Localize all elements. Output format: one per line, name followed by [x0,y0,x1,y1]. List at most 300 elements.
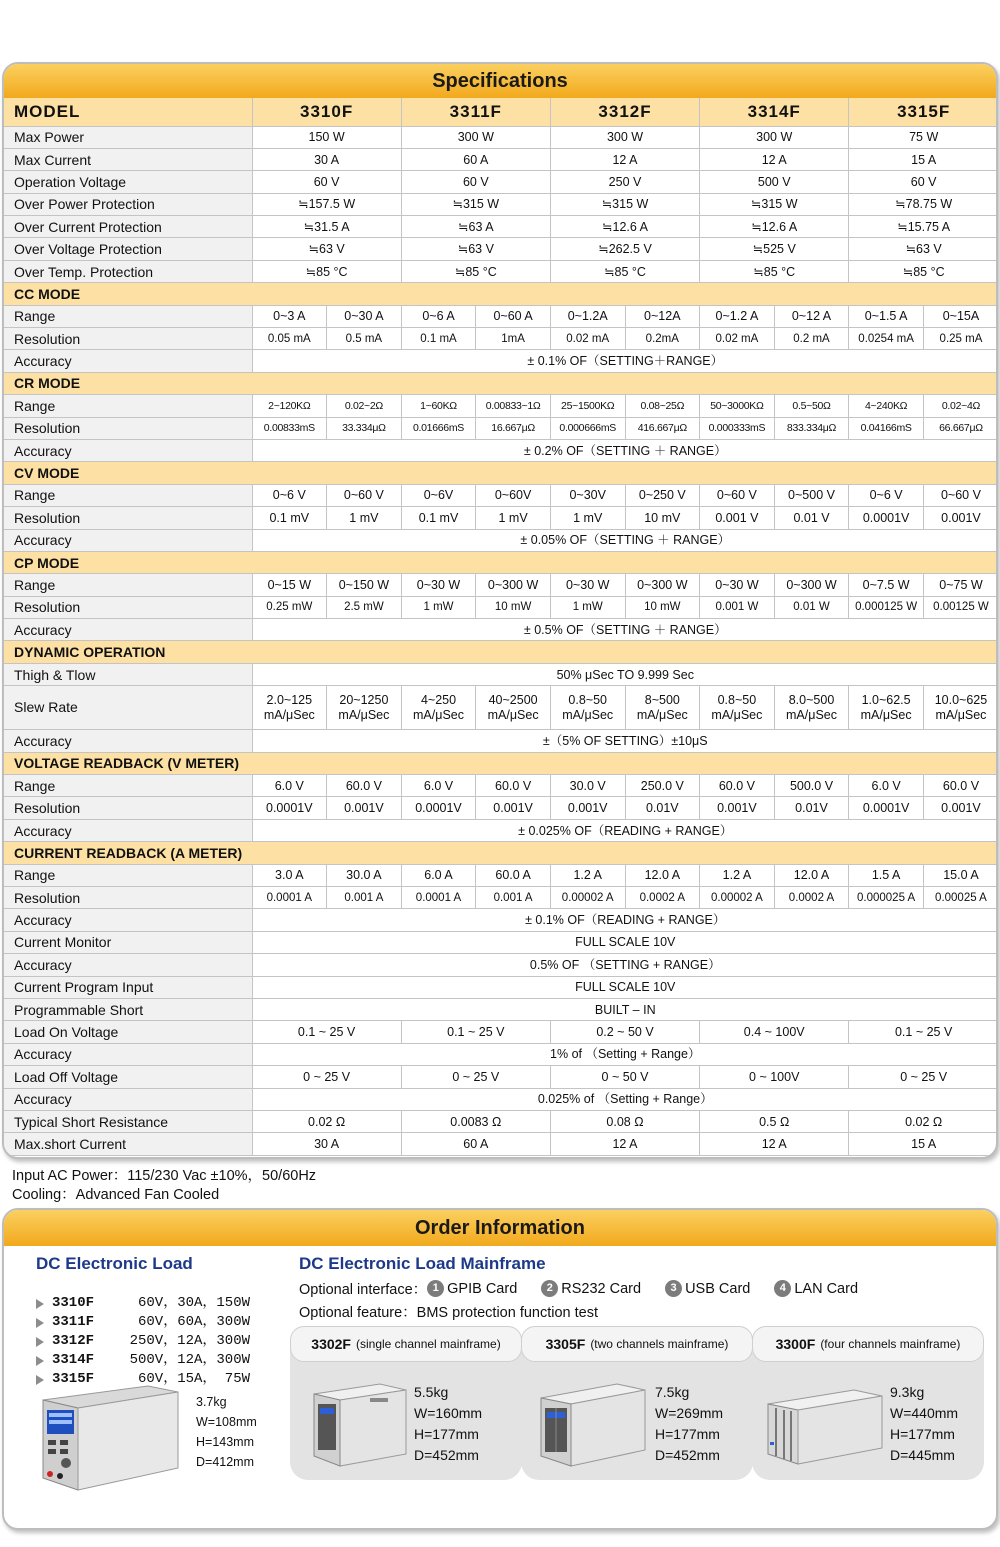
load-model-name: 3315F [52,1371,95,1387]
range-value: 0~60 A [476,305,551,327]
range-value: 0.02~2Ω [327,395,402,417]
resolution-value: 0.001 W [700,596,775,618]
range-value: 0.02~4Ω [923,395,998,417]
mainframe-card-3300f [752,1330,984,1480]
resolution-row [4,328,998,350]
load-off-accuracy-row-label: Accuracy [4,1088,252,1110]
spec-value: ≒85 °C [550,260,699,282]
resolution-value: 0.000025 A [849,887,924,909]
current-program-input-row-value: FULL SCALE 10V [252,976,998,998]
section-header-row [4,462,998,484]
section-header-row [4,283,998,305]
slew-rate-value [700,686,775,730]
spec-value: ≒525 V [700,238,849,260]
thigh-tlow-value: 50% μSec TO 9.999 Sec [252,663,998,685]
resolution-row [4,797,998,819]
resolution-value: 16.667μΩ [476,417,551,439]
spec-value: ≒85 °C [849,260,998,282]
triangle-bullet-icon [36,1356,44,1366]
short-current-row-value: 12 A [700,1133,849,1155]
spec-value: ≒63 V [252,238,401,260]
section-header-row [4,842,998,864]
load-model-spec: 60V，30A，150W [137,1295,250,1311]
spec-value: 75 W [849,126,998,148]
interface-name: LAN Card [794,1280,859,1297]
resolution-value: 0.0001 A [252,887,327,909]
spec-label: Max Current [4,148,252,170]
monitor-accuracy-row-value: 0.5% OF （SETTING + RANGE） [252,954,998,976]
range-value: 0~30V [550,484,625,506]
load-on-voltage-row-value: 0.1 ~ 25 V [252,1021,401,1043]
spec-value: 250 V [550,171,699,193]
load-model-list [36,1294,250,1389]
resolution-value: 0.0002 A [625,887,700,909]
accuracy-value: ± 0.5% OF（SETTING ＋ RANGE） [252,619,998,641]
optional-feature-text: Optional feature：BMS protection function test [299,1305,599,1321]
resolution-value: 1mA [476,328,551,350]
resolution-value: 0.00002 A [700,887,775,909]
range-value: 0~300 W [476,574,551,596]
range-value: 0.00833~1Ω [476,395,551,417]
resolution-value: 10 mW [625,596,700,618]
dc-electronic-load-title: DC Electronic Load [36,1254,193,1273]
resolution-label: Resolution [4,507,252,529]
slew-rate-value [550,686,625,730]
resolution-value: 833.334μΩ [774,417,849,439]
range-value: 0~60 V [700,484,775,506]
resolution-value: 0.01 V [774,507,849,529]
short-resistance-row-value: 0.02 Ω [252,1110,401,1132]
resolution-value: 0.001 A [327,887,402,909]
interface-number-icon: 1 [427,1280,444,1297]
slew-rate-range: 8~500 [644,692,680,707]
spec-value: ≒31.5 A [252,216,401,238]
spec-value: 500 V [700,171,849,193]
load-model-item [36,1313,250,1332]
spec-value: ≒12.6 A [700,216,849,238]
range-value: 0~12A [625,305,700,327]
resolution-row [4,507,998,529]
resolution-value: 0.00002 A [550,887,625,909]
range-label: Range [4,484,252,506]
section-title: DYNAMIC OPERATION [4,641,998,663]
resolution-value: 1 mV [550,507,625,529]
spec-label: Over Current Protection [4,216,252,238]
resolution-value: 0.04166mS [849,417,924,439]
mainframe-weight: 7.5kg [655,1384,690,1400]
monitor-accuracy-row [4,954,998,976]
current-program-input-row [4,976,998,998]
slew-rate-value [476,686,551,730]
programmable-short-row [4,998,998,1020]
load-model-name: 3314F [52,1352,95,1368]
load-model-name: 3312F [52,1333,95,1349]
spec-label: Over Voltage Protection [4,238,252,260]
order-information-title: Order Information [4,1210,996,1246]
interface-name: RS232 Card [561,1280,642,1297]
range-value: 0.08~25Ω [625,395,700,417]
model-name: 3311F [401,98,550,126]
section-title: CURRENT READBACK (A METER) [4,842,998,864]
accuracy-value: ±（5% OF SETTING）±10μS [252,730,998,752]
resolution-value: 0.001 A [476,887,551,909]
resolution-label: Resolution [4,417,252,439]
mainframe-depth: D=452mm [414,1447,479,1463]
range-value: 0~1.5 A [849,305,924,327]
range-value: 0~6 V [252,484,327,506]
spec-label: Over Temp. Protection [4,260,252,282]
range-value: 30.0 A [327,864,402,886]
spec-value: ≒63 A [401,216,550,238]
resolution-value: 0.1 mV [401,507,476,529]
load-on-voltage-row-value: 0.1 ~ 25 V [849,1021,998,1043]
spec-value: ≒12.6 A [550,216,699,238]
range-value: 0~6 A [401,305,476,327]
mainframe-weight: 9.3kg [890,1384,925,1400]
range-value: 1.5 A [849,864,924,886]
slew-rate-unit: mA/μSec [860,707,912,722]
range-value: 0~6V [401,484,476,506]
resolution-value: 0.01666mS [401,417,476,439]
load-on-accuracy-row [4,1043,998,1065]
mainframe-card-3305f [521,1330,753,1480]
resolution-value: 0.5 mA [327,328,402,350]
load-model-item [36,1294,250,1313]
resolution-value: 0.0001V [401,797,476,819]
accuracy-label: Accuracy [4,619,252,641]
spec-value: ≒85 °C [401,260,550,282]
spec-value: 150 W [252,126,401,148]
resolution-value: 0.001V [923,797,998,819]
spec-row [4,148,998,170]
specifications-panel [2,62,998,1159]
optional-interface-line [299,1278,872,1299]
current-monitor-row-value: FULL SCALE 10V [252,931,998,953]
range-value: 0~15 W [252,574,327,596]
range-row [4,864,998,886]
load-off-voltage-row-value: 0 ~ 25 V [849,1066,998,1088]
slew-rate-unit: mA/μSec [786,707,837,722]
range-value: 0~30 W [401,574,476,596]
resolution-label: Resolution [4,596,252,618]
mainframe-width: W=160mm [414,1405,483,1421]
mainframe-header [290,1326,522,1362]
resolution-value: 0.0001 A [401,887,476,909]
spec-value: 60 V [401,171,550,193]
resolution-value: 0.02 mA [550,328,625,350]
range-value: 0~60 V [327,484,402,506]
section-header-row [4,372,998,394]
load-model-name: 3310F [52,1295,95,1311]
specifications-table-body [4,98,998,1155]
load-width: W=108mm [196,1415,257,1429]
current-program-input-row-label: Current Program Input [4,976,252,998]
mainframe-dimensions [414,1382,482,1466]
monitor-accuracy-row-label: Accuracy [4,954,252,976]
short-resistance-row-value: 0.5 Ω [700,1110,849,1132]
range-value: 1.2 A [700,864,775,886]
range-value: 1~60KΩ [401,395,476,417]
slew-rate-value [252,686,327,730]
interface-number-icon: 4 [774,1280,791,1297]
spec-row [4,238,998,260]
range-value: 4~240KΩ [849,395,924,417]
spec-value: ≒15.75 A [849,216,998,238]
resolution-row [4,417,998,439]
accuracy-row [4,529,998,551]
range-value: 60.0 V [700,775,775,797]
resolution-value: 0.01V [774,797,849,819]
slew-rate-range: 0.8~50 [568,692,607,707]
resolution-row [4,596,998,618]
range-row [4,395,998,417]
spec-row [4,260,998,282]
range-value: 12.0 A [625,864,700,886]
specifications-table [4,98,998,1156]
slew-rate-range: 40~2500 [488,692,538,707]
range-value: 60.0 V [476,775,551,797]
load-model-spec: 250V，12A，300W [129,1333,250,1349]
range-value: 12.0 A [774,864,849,886]
range-label: Range [4,574,252,596]
resolution-value: 0.2mA [625,328,700,350]
range-value: 0~6 V [849,484,924,506]
mainframe-model: 3305F [545,1336,586,1352]
resolution-value: 0.1 mV [252,507,327,529]
mainframe-3305f-image [537,1374,649,1470]
spec-value: ≒78.75 W [849,193,998,215]
section-title: CV MODE [4,462,998,484]
load-on-accuracy-row-label: Accuracy [4,1043,252,1065]
accuracy-row [4,619,998,641]
spec-value: 300 W [401,126,550,148]
slew-rate-unit: mA/μSec [263,707,315,722]
model-label: MODEL [4,98,252,126]
range-value: 0~500 V [774,484,849,506]
resolution-value: 0.0254 mA [849,328,924,350]
range-value: 0~15A [923,305,998,327]
slew-rate-value [923,686,998,730]
accuracy-row [4,730,998,752]
spec-row [4,171,998,193]
slew-rate-range: 8.0~500 [788,692,835,707]
resolution-value: 33.334μΩ [327,417,402,439]
load-model-spec: 500V，12A，300W [129,1352,250,1368]
spec-value: ≒63 V [401,238,550,260]
range-row [4,775,998,797]
mainframe-description: (single channel mainframe) [355,1337,501,1351]
load-off-voltage-row-label: Load Off Voltage [4,1066,252,1088]
resolution-value: 0.001V [476,797,551,819]
resolution-value: 0.001V [923,507,998,529]
spec-row [4,193,998,215]
current-monitor-row-label: Current Monitor [4,931,252,953]
mainframe-header [521,1326,753,1362]
short-resistance-row-label: Typical Short Resistance [4,1110,252,1132]
range-value: 3.0 A [252,864,327,886]
spec-value: 60 V [849,171,998,193]
range-label: Range [4,864,252,886]
mainframe-weight: 5.5kg [414,1384,449,1400]
short-resistance-row-value: 0.02 Ω [849,1110,998,1132]
spec-value: ≒85 °C [252,260,401,282]
spec-label: Operation Voltage [4,171,252,193]
accuracy-row [4,439,998,461]
range-value: 0~30 A [327,305,402,327]
resolution-label: Resolution [4,887,252,909]
resolution-value: 0.001V [700,797,775,819]
load-off-accuracy-row [4,1088,998,1110]
load-off-voltage-row-value: 0 ~ 100V [700,1066,849,1088]
order-information-panel [2,1208,998,1530]
mainframe-dimensions [655,1382,723,1466]
triangle-bullet-icon [36,1318,44,1328]
short-resistance-row [4,1110,998,1132]
resolution-value: 2.5 mW [327,596,402,618]
slew-rate-range: 2.0~125 [266,692,313,707]
accuracy-row [4,819,998,841]
resolution-value: 0.00125 W [923,596,998,618]
spec-label: Max Power [4,126,252,148]
slew-rate-label: Slew Rate [4,686,252,730]
range-value: 6.0 A [401,864,476,886]
load-weight: 3.7kg [196,1395,227,1409]
short-current-row-value: 60 A [401,1133,550,1155]
short-resistance-row-value: 0.0083 Ω [401,1110,550,1132]
load-model-name: 3311F [52,1314,95,1330]
slew-rate-range: 10.0~625 [934,692,988,707]
spec-value: ≒315 W [550,193,699,215]
range-value: 2~120KΩ [252,395,327,417]
resolution-value: 1 mW [401,596,476,618]
slew-rate-row [4,686,998,730]
resolution-label: Resolution [4,328,252,350]
electronic-load-dimensions [196,1392,257,1472]
resolution-value: 0.00025 A [923,887,998,909]
spec-value: ≒262.5 V [550,238,699,260]
mainframe-height: H=177mm [655,1426,720,1442]
range-value: 0~60 V [923,484,998,506]
accuracy-label: Accuracy [4,819,252,841]
range-row [4,574,998,596]
resolution-value: 0.001V [327,797,402,819]
spec-value: 30 A [252,148,401,170]
accuracy-value: ± 0.1% OF（SETTING＋RANGE） [252,350,998,372]
resolution-value: 1 mW [550,596,625,618]
load-height: H=143mm [196,1435,255,1449]
load-on-voltage-row [4,1021,998,1043]
slew-rate-range: 20~1250 [339,692,389,707]
accuracy-label: Accuracy [4,730,252,752]
accuracy-label: Accuracy [4,439,252,461]
model-name: 3314F [700,98,849,126]
short-resistance-row-value: 0.08 Ω [550,1110,699,1132]
spec-value: ≒63 V [849,238,998,260]
optional-interface-label: Optional interface： [299,1282,428,1298]
electronic-load-image [38,1378,188,1496]
slew-rate-value [401,686,476,730]
range-value: 0.5~50Ω [774,395,849,417]
spec-value: 300 W [700,126,849,148]
section-header-row [4,752,998,774]
slew-rate-range: 0.8~50 [717,692,757,707]
resolution-value: 0.0001V [849,797,924,819]
specifications-title: Specifications [4,64,996,98]
accuracy-label: Accuracy [4,909,252,931]
accuracy-value: ± 0.05% OF（SETTING ＋ RANGE） [252,529,998,551]
load-off-voltage-row [4,1066,998,1088]
load-on-voltage-row-value: 0.4 ~ 100V [700,1021,849,1043]
short-current-row-label: Max.short Current [4,1133,252,1155]
section-header-row [4,641,998,663]
load-model-item [36,1332,250,1351]
range-value: 0~3 A [252,305,327,327]
range-value: 0~1.2A [550,305,625,327]
resolution-value: 0.25 mA [923,328,998,350]
load-model-spec: 60V，15A， 75W [137,1371,250,1387]
load-off-accuracy-row-value: 0.025% of （Setting + Range） [252,1088,998,1110]
accuracy-row [4,909,998,931]
range-value: 250.0 V [625,775,700,797]
slew-rate-unit: mA/μSec [338,707,390,722]
mainframe-3300f-image [764,1384,886,1468]
range-value: 30.0 V [550,775,625,797]
slew-rate-range: 4~250 [420,692,457,707]
programmable-short-row-label: Programmable Short [4,998,252,1020]
model-name: 3312F [550,98,699,126]
load-on-voltage-row-value: 0.1 ~ 25 V [401,1021,550,1043]
short-current-row [4,1133,998,1155]
accuracy-label: Accuracy [4,350,252,372]
section-title: CP MODE [4,551,998,573]
model-name: 3315F [849,98,998,126]
range-value: 60.0 V [327,775,402,797]
resolution-value: 0.0001V [252,797,327,819]
range-value: 6.0 V [252,775,327,797]
programmable-short-row-value: BUILT – IN [252,998,998,1020]
spec-value: ≒315 W [700,193,849,215]
spec-value: 300 W [550,126,699,148]
mainframe-depth: D=445mm [890,1447,955,1463]
thigh-tlow-row [4,663,998,685]
range-value: 0~12 A [774,305,849,327]
range-value: 60.0 A [476,864,551,886]
load-on-voltage-row-value: 0.2 ~ 50 V [550,1021,699,1043]
dc-electronic-load-mainframe-title: DC Electronic Load Mainframe [299,1254,546,1273]
load-model-item [36,1351,250,1370]
mainframe-model: 3302F [311,1336,351,1352]
load-on-voltage-row-label: Load On Voltage [4,1021,252,1043]
resolution-value: 0.05 mA [252,328,327,350]
resolution-value: 416.667μΩ [625,417,700,439]
accuracy-value: ± 0.025% OF（READING + RANGE） [252,819,998,841]
range-value: 6.0 V [849,775,924,797]
mainframe-model: 3300F [775,1336,816,1352]
slew-rate-range: 1.0~62.5 [861,692,911,707]
range-value: 50~3000KΩ [700,395,775,417]
range-label: Range [4,305,252,327]
resolution-value: 0.01V [625,797,700,819]
spec-value: 12 A [700,148,849,170]
resolution-value: 0.1 mA [401,328,476,350]
optional-feature-line [299,1301,598,1322]
section-title: CR MODE [4,372,998,394]
mainframe-height: H=177mm [890,1426,955,1442]
short-current-row-value: 12 A [550,1133,699,1155]
mainframe-width: W=269mm [655,1405,724,1421]
resolution-label: Resolution [4,797,252,819]
interface-name: USB Card [685,1280,751,1297]
